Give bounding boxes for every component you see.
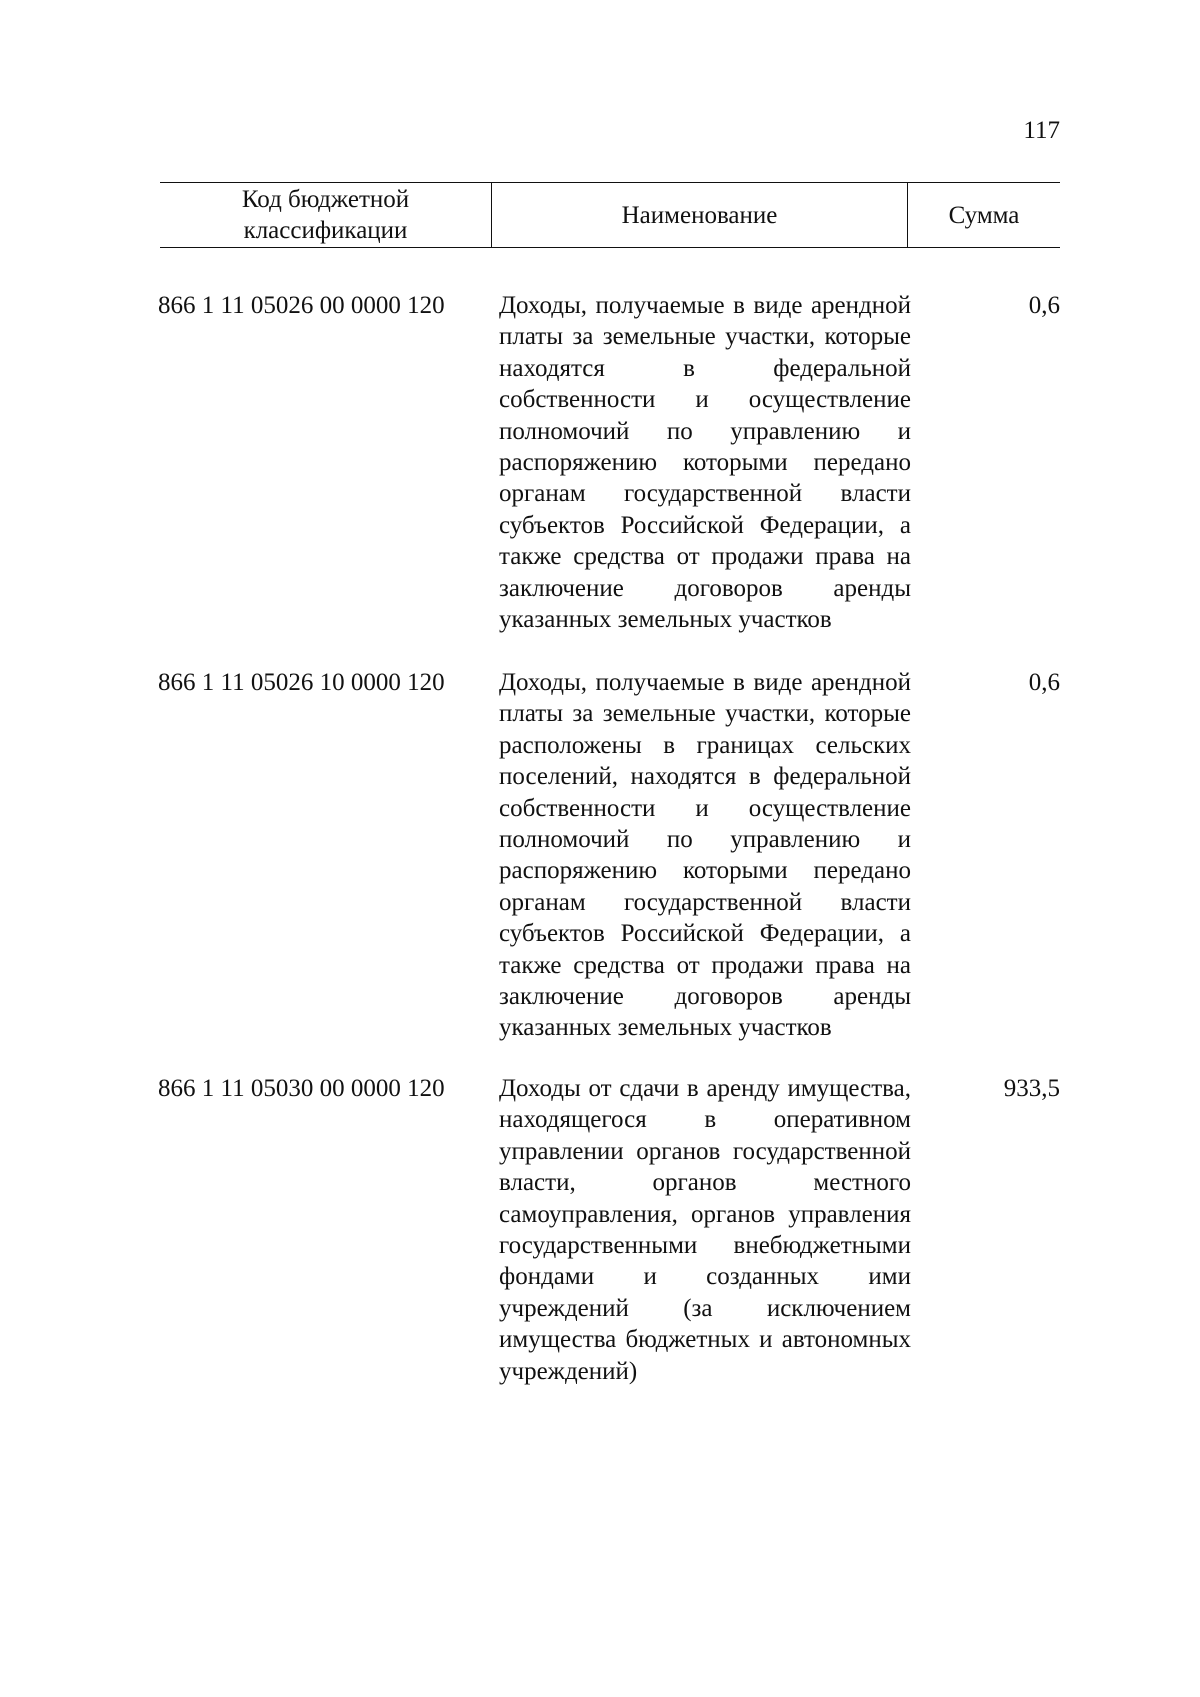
- page-number: 117: [1023, 117, 1060, 144]
- table-header: [160, 182, 1060, 248]
- header-sum: Сумма: [948, 201, 1020, 229]
- row-sum: 0,6: [1028, 292, 1060, 319]
- row-name: Доходы, получаемые в виде арендной платы за земельные участки, которые расположены в границах сельских поселений, находятся в федеральной собственности и осуществление полномочий по управлению и распоряжению которыми передано органам государственной власти субъектов Российской Федерации, а также средства от продажи права на заключение договоров аренды указанных земельных участков: [499, 669, 911, 1042]
- row-code: 866 1 11 05026 10 0000 120: [158, 669, 445, 696]
- header-name: Наименование: [621, 201, 778, 229]
- row-code: 866 1 11 05026 00 0000 120: [158, 292, 445, 319]
- header-code: Код бюджетной классификации: [241, 186, 410, 244]
- row-sum: 0,6: [1028, 669, 1060, 696]
- row-name: Доходы от сдачи в аренду имущества, находящегося в оперативном управлении органов государственной власти, органов местного самоуправления, органов управления государственными внебюджетными фондами и созданных ими учреждений (за исключением имущества бюджетных и автономных учреждений): [499, 1075, 911, 1385]
- row-sum: 933,5: [1003, 1075, 1060, 1102]
- row-code: 866 1 11 05030 00 0000 120: [158, 1075, 445, 1102]
- row-name: Доходы, получаемые в виде арендной платы за земельные участки, которые находятся в федеральной собственности и осуществление полномочий по управлению и распоряжению которыми передано органам государственной власти субъектов Российской Федерации, а также средства от продажи права на заключение договоров аренды указанных земельных участков: [499, 292, 911, 634]
